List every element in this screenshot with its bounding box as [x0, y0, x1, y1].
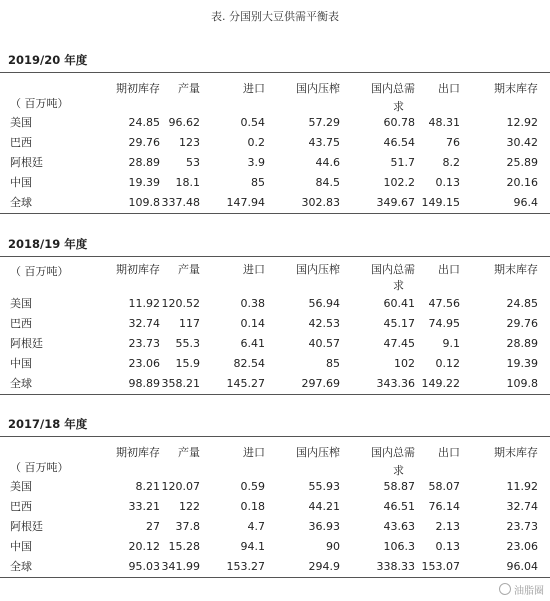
header-row — [0, 73, 550, 113]
watermark-icon — [499, 583, 511, 595]
table-cell: 29.76 — [128, 136, 160, 149]
row-label: 全球 — [10, 560, 32, 573]
table-cell: 42.53 — [308, 317, 340, 330]
col-ending-stock: 期末库存 — [494, 82, 538, 95]
col-export: 出口 — [438, 446, 460, 459]
table-cell: 4.7 — [247, 520, 265, 533]
table-cell: 56.94 — [308, 297, 340, 310]
table-cell: 9.1 — [442, 337, 460, 350]
table-row — [0, 334, 550, 354]
row-label: 全球 — [10, 196, 32, 209]
table-cell: 48.31 — [428, 116, 460, 129]
table-cell: 24.85 — [506, 297, 538, 310]
table-cell: 37.8 — [175, 520, 200, 533]
row-label: 中国 — [10, 357, 32, 370]
watermark — [499, 582, 544, 597]
table-cell: 12.92 — [506, 116, 538, 129]
table-cell: 85 — [251, 176, 265, 189]
table-cell: 24.85 — [128, 116, 160, 129]
table-cell: 84.5 — [315, 176, 340, 189]
table-cell: 20.12 — [128, 540, 160, 553]
table-cell: 294.9 — [308, 560, 340, 573]
table-cell: 0.59 — [240, 480, 265, 493]
table-row — [0, 153, 550, 173]
header-row — [0, 257, 550, 294]
table-row — [0, 557, 550, 577]
table-cell: 6.41 — [240, 337, 265, 350]
table-cell: 358.21 — [161, 377, 200, 390]
col-production: 产量 — [178, 446, 200, 459]
col-export: 出口 — [438, 263, 460, 276]
table-cell: 45.17 — [383, 317, 415, 330]
table-cell: 55.93 — [308, 480, 340, 493]
table-row — [0, 354, 550, 374]
table-cell: 23.73 — [128, 337, 160, 350]
table-cell: 58.87 — [383, 480, 415, 493]
table-cell: 122 — [179, 500, 200, 513]
col-domestic-demand-wrap: 求 — [393, 279, 404, 292]
table-cell: 149.15 — [421, 196, 460, 209]
col-domestic-demand-wrap: 求 — [393, 464, 404, 477]
table-cell: 44.21 — [308, 500, 340, 513]
table-cell: 53 — [186, 156, 200, 169]
table-cell: 297.69 — [301, 377, 340, 390]
table-row — [0, 294, 550, 314]
table-cell: 106.3 — [383, 540, 415, 553]
table-cell: 85 — [326, 357, 340, 370]
table-cell: 96.62 — [168, 116, 200, 129]
table-row — [0, 173, 550, 193]
data-table — [0, 256, 550, 395]
table-cell: 11.92 — [506, 480, 538, 493]
col-opening-stock: 期初库存 — [116, 446, 160, 459]
table-cell: 341.99 — [161, 560, 200, 573]
table-cell: 23.06 — [506, 540, 538, 553]
table-cell: 123 — [179, 136, 200, 149]
table-cell: 109.8 — [506, 377, 538, 390]
table-cell: 60.41 — [383, 297, 415, 310]
table-cell: 2.13 — [435, 520, 460, 533]
table-cell: 23.73 — [506, 520, 538, 533]
table-cell: 120.07 — [161, 480, 200, 493]
watermark-text: 油脂圈 — [514, 586, 544, 597]
table-cell: 43.75 — [308, 136, 340, 149]
table-cell: 153.07 — [421, 560, 460, 573]
table-row — [0, 537, 550, 557]
table-cell: 76 — [446, 136, 460, 149]
table-cell: 349.67 — [376, 196, 415, 209]
table-row — [0, 517, 550, 537]
table-cell: 0.18 — [240, 500, 265, 513]
col-import: 进口 — [243, 446, 265, 459]
col-domestic-demand-wrap: 求 — [393, 100, 404, 113]
table-cell: 47.56 — [428, 297, 460, 310]
table-cell: 32.74 — [506, 500, 538, 513]
col-production: 产量 — [178, 263, 200, 276]
header-row — [0, 437, 550, 477]
table-cell: 19.39 — [506, 357, 538, 370]
table-row — [0, 113, 550, 133]
col-domestic-demand: 国内总需 — [371, 263, 415, 276]
col-crush: 国内压榨 — [296, 82, 340, 95]
col-domestic-demand: 国内总需 — [371, 446, 415, 459]
table-cell: 44.6 — [315, 156, 340, 169]
table-cell: 0.38 — [240, 297, 265, 310]
row-label: 巴西 — [10, 500, 32, 513]
table-cell: 18.1 — [175, 176, 200, 189]
col-opening-stock: 期初库存 — [116, 263, 160, 276]
table-cell: 33.21 — [128, 500, 160, 513]
table-cell: 0.2 — [247, 136, 265, 149]
table-cell: 94.1 — [240, 540, 265, 553]
table-cell: 19.39 — [128, 176, 160, 189]
section-year: 2017/18 年度 — [8, 417, 88, 431]
section-year: 2019/20 年度 — [8, 53, 88, 67]
table-cell: 337.48 — [161, 196, 200, 209]
table-cell: 58.07 — [428, 480, 460, 493]
table-cell: 338.33 — [376, 560, 415, 573]
table-cell: 120.52 — [161, 297, 200, 310]
data-table — [0, 436, 550, 578]
table-cell: 74.95 — [428, 317, 460, 330]
table-cell: 46.51 — [383, 500, 415, 513]
table-cell: 96.4 — [513, 196, 538, 209]
row-label: 巴西 — [10, 317, 32, 330]
table-row — [0, 193, 550, 213]
row-label: 阿根廷 — [10, 520, 43, 533]
row-label: 巴西 — [10, 136, 32, 149]
row-label: 中国 — [10, 176, 32, 189]
table-cell: 20.16 — [506, 176, 538, 189]
col-import: 进口 — [243, 82, 265, 95]
table-cell: 11.92 — [128, 297, 160, 310]
table-row — [0, 374, 550, 394]
table-cell: 60.78 — [383, 116, 415, 129]
col-crush: 国内压榨 — [296, 446, 340, 459]
table-cell: 23.06 — [128, 357, 160, 370]
col-crush: 国内压榨 — [296, 263, 340, 276]
table-cell: 117 — [179, 317, 200, 330]
table-cell: 102.2 — [383, 176, 415, 189]
col-import: 进口 — [243, 263, 265, 276]
table-cell: 145.27 — [226, 377, 265, 390]
table-row — [0, 133, 550, 153]
table-cell: 32.74 — [128, 317, 160, 330]
table-cell: 40.57 — [308, 337, 340, 350]
table-cell: 55.3 — [175, 337, 200, 350]
table-cell: 30.42 — [506, 136, 538, 149]
table-cell: 95.03 — [128, 560, 160, 573]
table-cell: 343.36 — [376, 377, 415, 390]
table-cell: 29.76 — [506, 317, 538, 330]
section-year: 2018/19 年度 — [8, 237, 88, 251]
table-cell: 51.7 — [390, 156, 415, 169]
row-label: 美国 — [10, 297, 32, 310]
table-cell: 0.13 — [435, 176, 460, 189]
table-title: 表. 分国别大豆供需平衡表 — [211, 10, 339, 23]
col-export: 出口 — [438, 82, 460, 95]
table-cell: 0.54 — [240, 116, 265, 129]
table-cell: 43.63 — [383, 520, 415, 533]
table-cell: 0.14 — [240, 317, 265, 330]
row-label: 阿根廷 — [10, 156, 43, 169]
table-cell: 15.9 — [175, 357, 200, 370]
table-cell: 82.54 — [233, 357, 265, 370]
table-cell: 8.21 — [135, 480, 160, 493]
row-label: 阿根廷 — [10, 337, 43, 350]
unit-label: （ 百万吨） — [10, 461, 69, 474]
unit-label: （ 百万吨） — [10, 97, 69, 110]
row-label: 全球 — [10, 377, 32, 390]
table-cell: 28.89 — [128, 156, 160, 169]
table-cell: 47.45 — [383, 337, 415, 350]
table-cell: 0.13 — [435, 540, 460, 553]
table-cell: 102 — [394, 357, 415, 370]
table-cell: 46.54 — [383, 136, 415, 149]
unit-label: （ 百万吨） — [10, 265, 69, 278]
table-cell: 98.89 — [128, 377, 160, 390]
table-cell: 96.04 — [506, 560, 538, 573]
table-cell: 0.12 — [435, 357, 460, 370]
table-cell: 3.9 — [247, 156, 265, 169]
table-row — [0, 477, 550, 497]
table-cell: 8.2 — [442, 156, 460, 169]
table-cell: 147.94 — [226, 196, 265, 209]
table-cell: 36.93 — [308, 520, 340, 533]
table-cell: 302.83 — [301, 196, 340, 209]
table-cell: 90 — [326, 540, 340, 553]
col-production: 产量 — [178, 82, 200, 95]
row-label: 美国 — [10, 116, 32, 129]
col-domestic-demand: 国内总需 — [371, 82, 415, 95]
table-row — [0, 497, 550, 517]
table-cell: 149.22 — [421, 377, 460, 390]
table-cell: 25.89 — [506, 156, 538, 169]
row-label: 中国 — [10, 540, 32, 553]
col-opening-stock: 期初库存 — [116, 82, 160, 95]
table-cell: 15.28 — [168, 540, 200, 553]
table-row — [0, 314, 550, 334]
col-ending-stock: 期末库存 — [494, 446, 538, 459]
table-cell: 57.29 — [308, 116, 340, 129]
table-cell: 109.8 — [128, 196, 160, 209]
col-ending-stock: 期末库存 — [494, 263, 538, 276]
table-cell: 28.89 — [506, 337, 538, 350]
table-cell: 27 — [146, 520, 160, 533]
table-cell: 153.27 — [226, 560, 265, 573]
row-label: 美国 — [10, 480, 32, 493]
data-table — [0, 72, 550, 214]
table-cell: 76.14 — [428, 500, 460, 513]
